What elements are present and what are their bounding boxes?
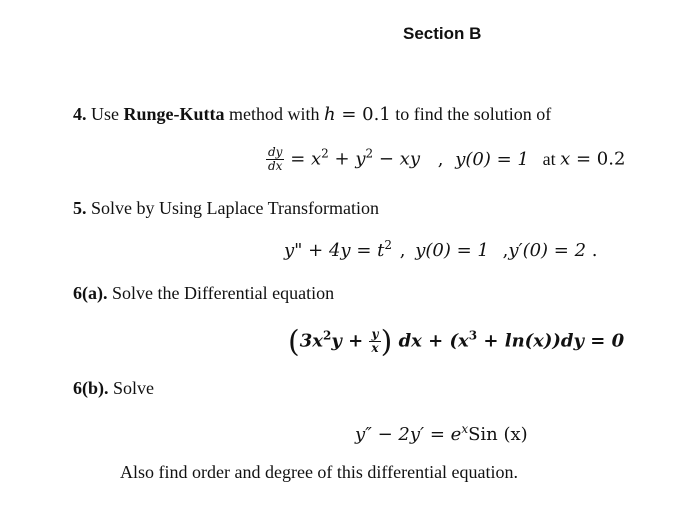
sin-argument: (x) (497, 424, 528, 445)
exponent: 2 (321, 146, 329, 161)
close-paren: ) (380, 324, 393, 360)
question-6a-equation (288, 324, 625, 360)
question-5-text: Solve by Using Laplace Transformation (91, 198, 379, 218)
question-6a (73, 283, 334, 304)
step-size-value: = 0.1 (335, 104, 391, 125)
question-4-number: 4. (73, 104, 87, 124)
exponent: 2 (384, 238, 392, 252)
sin-function: Sin (468, 424, 498, 445)
initial-condition-2: y′(0) = 2 (508, 240, 587, 261)
equation-plus: + y (328, 148, 366, 170)
question-5 (73, 198, 379, 219)
term-1: 3x (299, 330, 323, 352)
question-5-equation (284, 240, 598, 261)
at-variable: x (560, 148, 571, 170)
equation-main: y" + 4y = t (284, 240, 385, 261)
question-4-text-before: Use (91, 104, 124, 124)
exponent: x (461, 422, 469, 436)
exponent: 2 (322, 328, 332, 343)
question-6b-followup: Also find order and degree of this differential equation. (120, 462, 519, 482)
question-6a-text: Solve the Differential equation (112, 283, 335, 303)
initial-condition: y(0) = 1 (455, 148, 529, 170)
derivative-fraction (266, 146, 284, 173)
term-1-y: y + (331, 330, 370, 352)
question-4 (73, 104, 551, 125)
question-6b-number: 6(b). (73, 378, 109, 398)
exponent: 3 (468, 328, 478, 343)
fraction-denominator: x (371, 341, 379, 355)
separator: , (399, 240, 406, 261)
derivative-numerator: dy (268, 145, 283, 159)
question-5-number: 5. (73, 198, 87, 218)
equation-lhs: y″ − 2y′ = e (355, 424, 462, 445)
section-title: Section B (403, 24, 482, 43)
question-6b (73, 378, 154, 399)
initial-condition-1: y(0) = 1 (415, 240, 489, 261)
separator: , (437, 148, 444, 170)
step-size-variable: h (324, 104, 336, 125)
question-6b-text: Solve (113, 378, 155, 398)
open-paren: ( (288, 324, 300, 360)
at-text: at (542, 148, 561, 169)
derivative-denominator: dx (268, 159, 283, 173)
period: . (591, 240, 598, 261)
at-value: = 0.2 (570, 148, 626, 170)
question-4-text-after: to find the solution of (390, 104, 552, 124)
question-4-equation (266, 146, 625, 173)
equation-rhs: = x (284, 148, 322, 170)
y-over-x-fraction (369, 328, 380, 355)
equation-rest: + ln(x))dy = 0 (477, 330, 625, 352)
question-4-text-middle: method with (224, 104, 325, 124)
separator: , (502, 240, 509, 261)
fraction-numerator: y (369, 328, 380, 342)
dx-part: dx + (x (392, 330, 469, 352)
method-name: Runge-Kutta (123, 104, 225, 124)
equation-tail: − xy (373, 148, 420, 170)
question-6a-number: 6(a). (73, 283, 108, 303)
exponent: 2 (365, 146, 374, 161)
question-6b-equation (355, 424, 528, 445)
